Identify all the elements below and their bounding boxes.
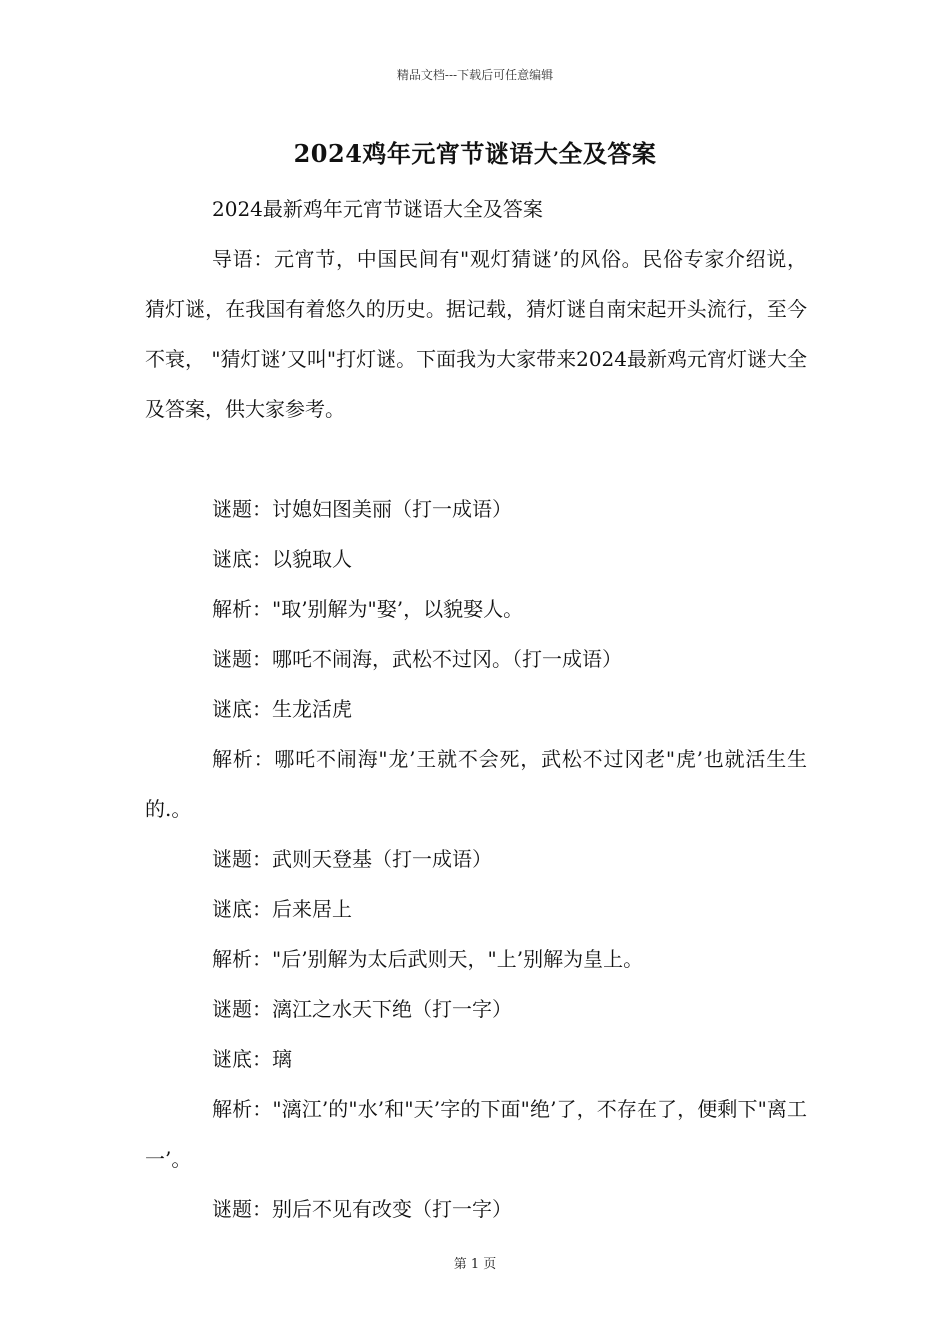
- paragraph-spacer: [145, 434, 807, 484]
- riddle-line: 谜题：漓江之水天下绝（打一字）: [212, 997, 512, 1021]
- riddle-explanation-line: 解析："取’别解为"娶’，以貌娶人。: [212, 597, 524, 621]
- riddle-line: 谜题：别后不见有改变（打一字）: [212, 1197, 512, 1221]
- subtitle-paragraph: 2024最新鸡年元宵节谜语大全及答案: [212, 197, 543, 221]
- riddle-explanation-line: 解析："漓江’的"水’和"天’字的下面"绝’了，不存在了，便剩下"离工一’。: [145, 1097, 807, 1171]
- riddle-explanation-line: 解析：哪吒不闹海"龙’王就不会死，武松不过冈老"虎’也就活生生的.。: [145, 747, 807, 821]
- riddle-answer-line: 谜底：璃: [212, 1047, 292, 1071]
- document-body: [145, 184, 807, 1234]
- page-number: 第 1 页: [453, 1257, 497, 1272]
- riddle-answer-line: 谜底：生龙活虎: [212, 697, 352, 721]
- riddle-answer-line: 谜底：以貌取人: [212, 547, 352, 571]
- riddle-answer-line: 谜底：后来居上: [212, 897, 352, 921]
- riddle-line: 谜题：哪吒不闹海，武松不过冈。（打一成语）: [212, 647, 622, 671]
- riddle-explanation-line: 解析："后’别解为太后武则天，"上’别解为皇上。: [212, 947, 644, 971]
- intro-paragraph: 导语：元宵节，中国民间有"观灯猜谜’的风俗。民俗专家介绍说，猜灯谜，在我国有着悠久的历史。据记载，猜灯谜自南宋起开头流行，至今不衰， "猜灯谜’又叫"打灯谜。下面我为大家带来2024最新鸡元宵灯谜大全及答案，供大家参考。: [145, 247, 808, 421]
- header-note: 精品文档---下载后可任意编辑: [396, 68, 554, 82]
- riddle-line: 谜题：武则天登基（打一成语）: [212, 847, 492, 871]
- document-title: 2024鸡年元宵节谜语大全及答案: [293, 139, 657, 168]
- riddle-line: 谜题：讨媳妇图美丽（打一成语）: [212, 497, 512, 521]
